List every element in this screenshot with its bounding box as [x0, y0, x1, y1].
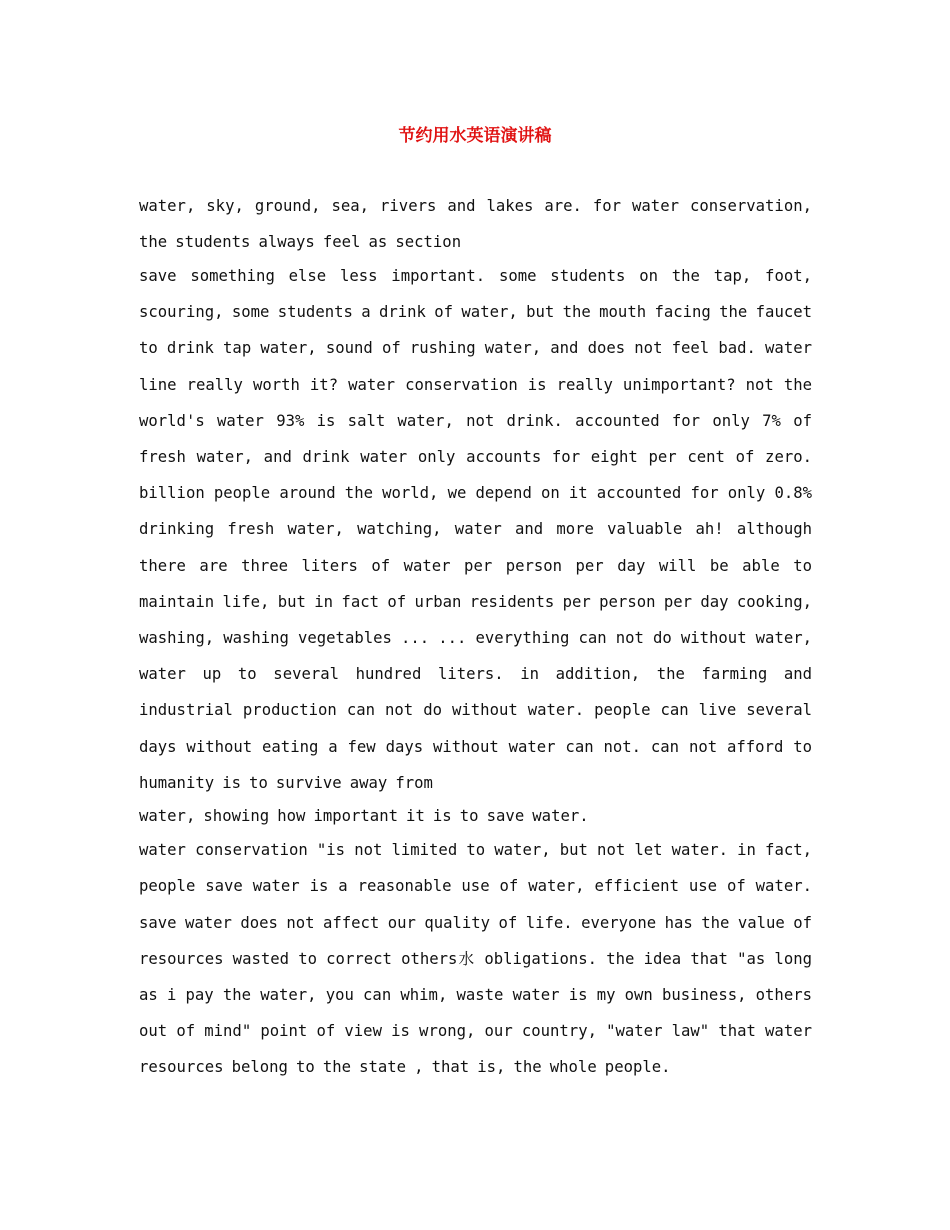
paragraph-2: save something else less important. some students on the tap, foot, scouring, some students a drink of water, but the mouth facing the faucet to drink tap water, sound of rushing water, and does not feel bad. water line really worth it? water conservation is really unimportant? not the world's water 93% is salt water, not drink. accounted for only 7% of fresh water, and drink water only accounts for eight per cent of zero. billion people around the world, we depend on it accounted for only 0.8% drinking fresh water, watching, water and more valuable ah! although there are three liters of water per person per day will be able to maintain life, but in fact of urban residents per person per day cooking, washing, washing vegetables ... ... everything can not do without water, water up to several hundred liters. in addition, the farming and industrial production can not do without water. people can live several days without eating a few days without water can not. can not afford to humanity is to survive away from: [139, 266, 812, 792]
paragraph-4: water conservation "is not limited to water, but not let water. in fact, people save water is a reasonable use of water, efficient use of water. save water does not affect our quality of life. everyone has the value of resources wasted to correct others水 obligations. the idea that "as long as i pay the water, you can whim, waste water is my own business, others out of mind" point of view is wrong, our country, "water law" that water resources belong to the state , that is, the whole people.: [139, 841, 812, 1077]
document-body: [139, 188, 812, 1086]
document-title: 节约用水英语演讲稿: [398, 126, 552, 146]
paragraph-3: water, showing how important it is to save water.: [139, 807, 589, 826]
paragraph-1: water, sky, ground, sea, rivers and lakes are. for water conservation, the students always feel as section: [139, 197, 812, 252]
